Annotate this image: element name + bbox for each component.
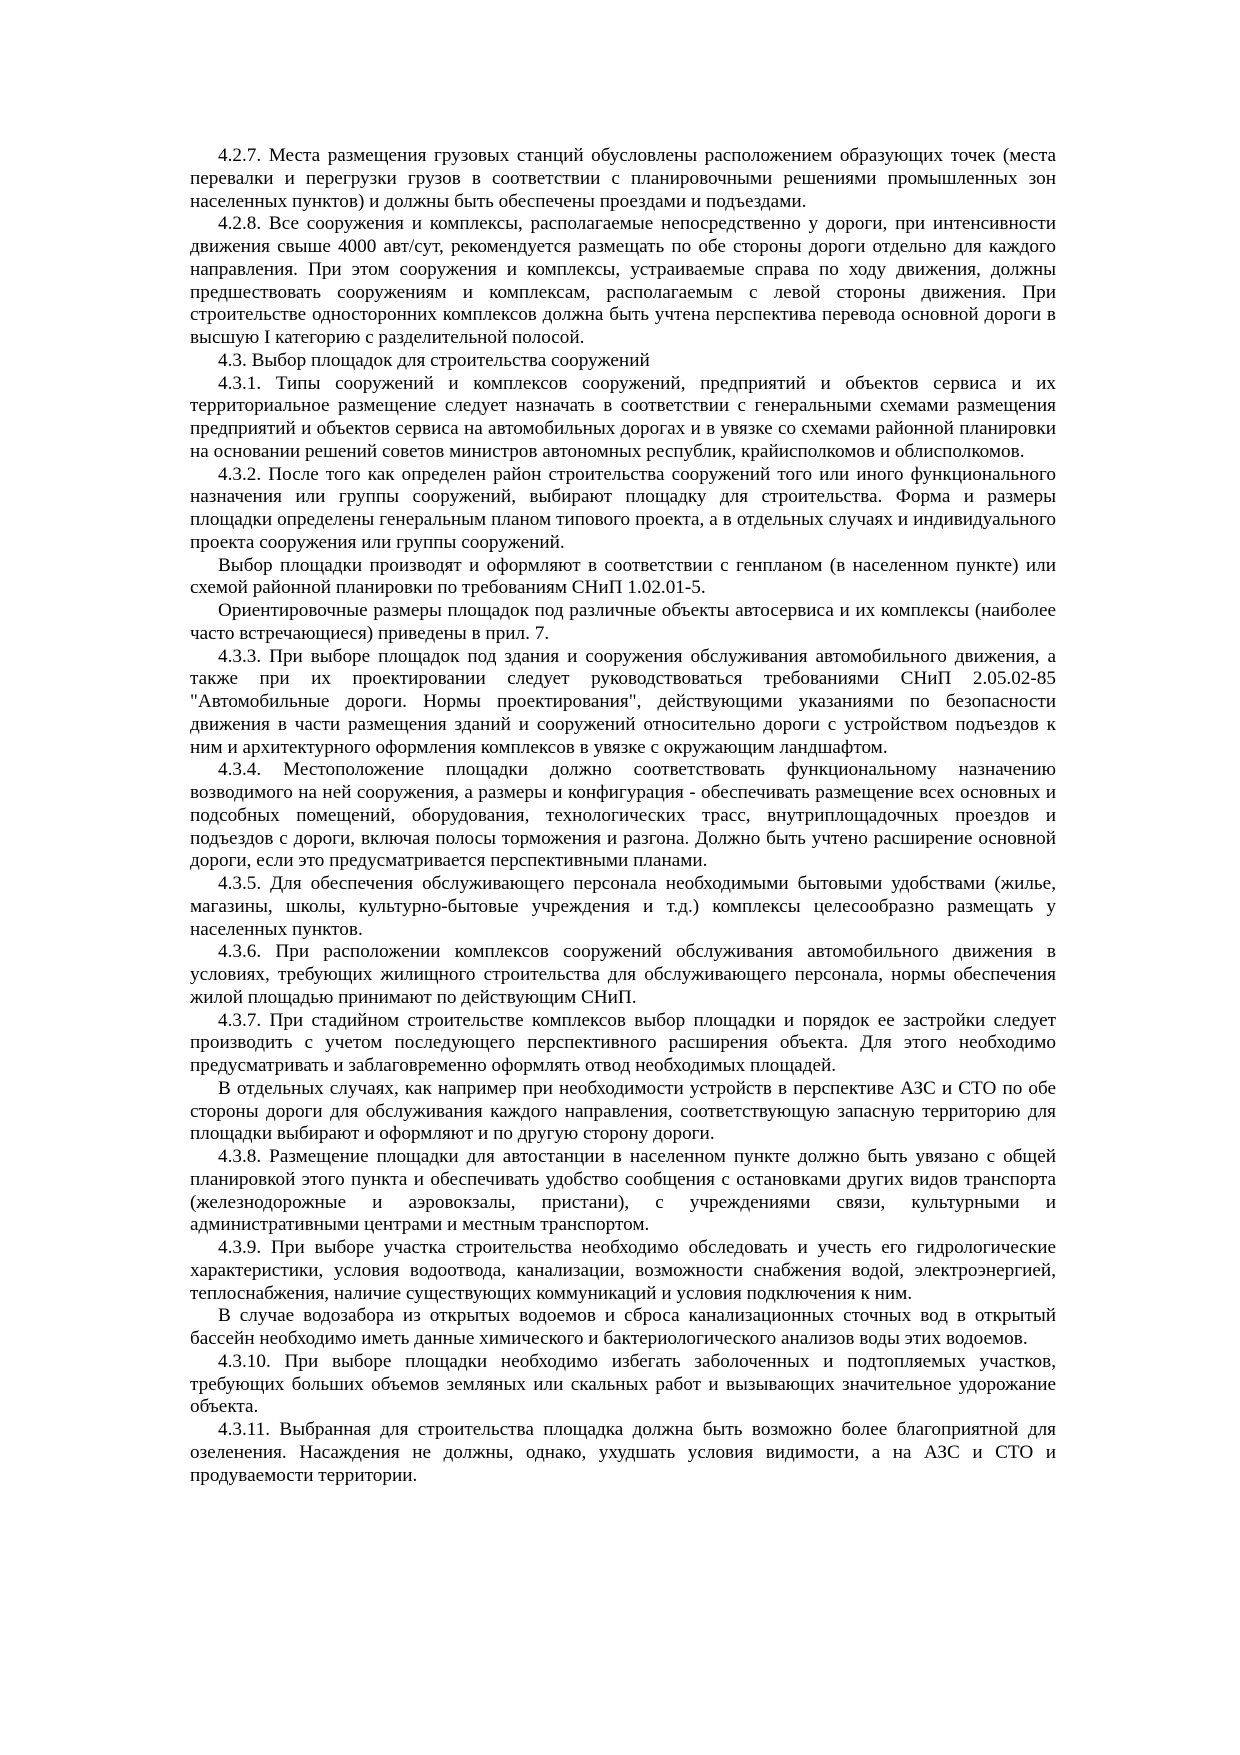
paragraph-4-3-1: 4.3.1. Типы сооружений и комплексов сооружений, предприятий и объектов сервиса и их территориальное размещение следует назначать в соответствии с генеральными схемами размещения предприятий и объектов сервиса на автомобильных дорогах и в увязке со схемами районной планировки на основании решений советов министров автономных республик, крайисполкомов и облисполкомов.	[190, 372, 1056, 462]
paragraph-site-sizes: Ориентировочные размеры площадок под различные объекты автосервиса и их комплексы (наиболее часто встречающиеся) приведены в прил. 7.	[190, 600, 1056, 644]
paragraph-reserve-territory: В отдельных случаях, как например при необходимости устройств в перспективе АЗС и СТО по обе стороны дороги для обслуживания каждого направления, соответствующую запасную территорию для площадки выбирают и оформляют и по другую сторону дороги.	[190, 1077, 1056, 1145]
paragraph-4-3-2: 4.3.2. После того как определен район строительства сооружений того или иного функционального назначения или группы сооружений, выбирают площадку для строительства. Форма и размеры площадки определены генеральным планом типового проекта, а в отдельных случаях и индивидуального проекта сооружения или группы сооружений.	[190, 463, 1056, 553]
paragraph-4-3-3: 4.3.3. При выборе площадок под здания и сооружения обслуживания автомобильного движения, а также при их проектировании следует руководствоваться требованиями СНиП 2.05.02-85 "Автомобильные дороги. Нормы проектирования", действующими указаниями по безопасности движения в части размещения зданий и сооружений относительно дороги с устройством подъездов к ним и архитектурного оформления комплексов в увязке с окружающим ландшафтом.	[190, 645, 1056, 758]
paragraph-4-3-9: 4.3.9. При выборе участка строительства необходимо обследовать и учесть его гидрологические характеристики, условия водоотвода, канализации, возможности снабжения водой, электроэнергией, теплоснабжения, наличие существующих коммуникаций и условия подключения к ним.	[190, 1237, 1056, 1304]
paragraph-4-2-8: 4.2.8. Все сооружения и комплексы, располагаемые непосредственно у дороги, при интенсивности движения свыше 4000 авт/сут, рекомендуется размещать по обе стороны дороги отдельно для каждого направления. При этом сооружения и комплексы, устраиваемые справа по ходу движения, должны предшествовать сооружениям и комплексам, располагаемым с левой стороны движения. При строительстве односторонних комплексов должна быть учтена перспектива перевода основной дороги в высшую I категорию с разделительной полосой.	[190, 213, 1056, 348]
paragraph-4-3-7: 4.3.7. При стадийном строительстве комплексов выбор площадки и порядок ее застройки следует производить с учетом последующего перспективного расширения объекта. Для этого необходимо предусматривать и заблаговременно оформлять отвод необходимых площадей.	[190, 1009, 1056, 1076]
document-page	[190, 145, 1056, 1487]
paragraph-4-3-5: 4.3.5. Для обеспечения обслуживающего персонала необходимыми бытовыми удобствами (жилье, магазины, школы, культурно-бытовые учреждения и т.д.) комплексы целесообразно размещать у населенных пунктов.	[190, 873, 1056, 940]
paragraph-site-selection: Выбор площадки производят и оформляют в соответствии с генпланом (в населенном пункте) или схемой районной планировки по требованиям СНиП 1.02.01-5.	[190, 554, 1056, 599]
paragraph-4-3-8: 4.3.8. Размещение площадки для автостанции в населенном пункте должно быть увязано с общей планировкой этого пункта и обеспечивать удобство сообщения с остановками других видов транспорта (железнодорожные и аэровокзалы, пристани), с учреждениями связи, культурными и административными центрами и местным транспортом.	[190, 1146, 1056, 1236]
paragraph-4-2-7: 4.2.7. Места размещения грузовых станций обусловлены расположением образующих точек (места перевалки и перегрузки грузов в соответствии с планировочными решениями промышленных зон населенных пунктов) и должны быть обеспечены проездами и подъездами.	[190, 145, 1056, 212]
paragraph-4-3-6: 4.3.6. При расположении комплексов сооружений обслуживания автомобильного движения в условиях, требующих жилищного строительства для обслуживающего персонала, нормы обеспечения жилой площадью принимают по действующим СНиП.	[190, 941, 1056, 1008]
paragraph-water-intake: В случае водозабора из открытых водоемов и сброса канализационных сточных вод в открытый бассейн необходимо иметь данные химического и бактериологического анализов воды этих водоемов.	[190, 1305, 1056, 1349]
paragraph-4-3-4: 4.3.4. Местоположение площадки должно соответствовать функциональному назначению возводимого на ней сооружения, а размеры и конфигурация - обеспечивать размещение всех основных и подсобных помещений, оборудования, технологических трасс, внутриплощадочных проездов и подъездов с дороги, включая полосы торможения и разгона. Должно быть учтено расширение основной дороги, если это предусматривается перспективными планами.	[190, 759, 1056, 872]
paragraph-4-3-11: 4.3.11. Выбранная для строительства площадка должна быть возможно более благоприятной для озеленения. Насаждения не должны, однако, ухудшать условия видимости, а на АЗС и СТО и продуваемости территории.	[190, 1419, 1056, 1486]
paragraph-4-3-10: 4.3.10. При выборе площадки необходимо избегать заболоченных и подтопляемых участков, требующих больших объемов земляных или скальных работ и вызывающих значительное удорожание объекта.	[190, 1350, 1056, 1418]
section-heading-4-3: 4.3. Выбор площадок для строительства сооружений	[218, 349, 650, 371]
